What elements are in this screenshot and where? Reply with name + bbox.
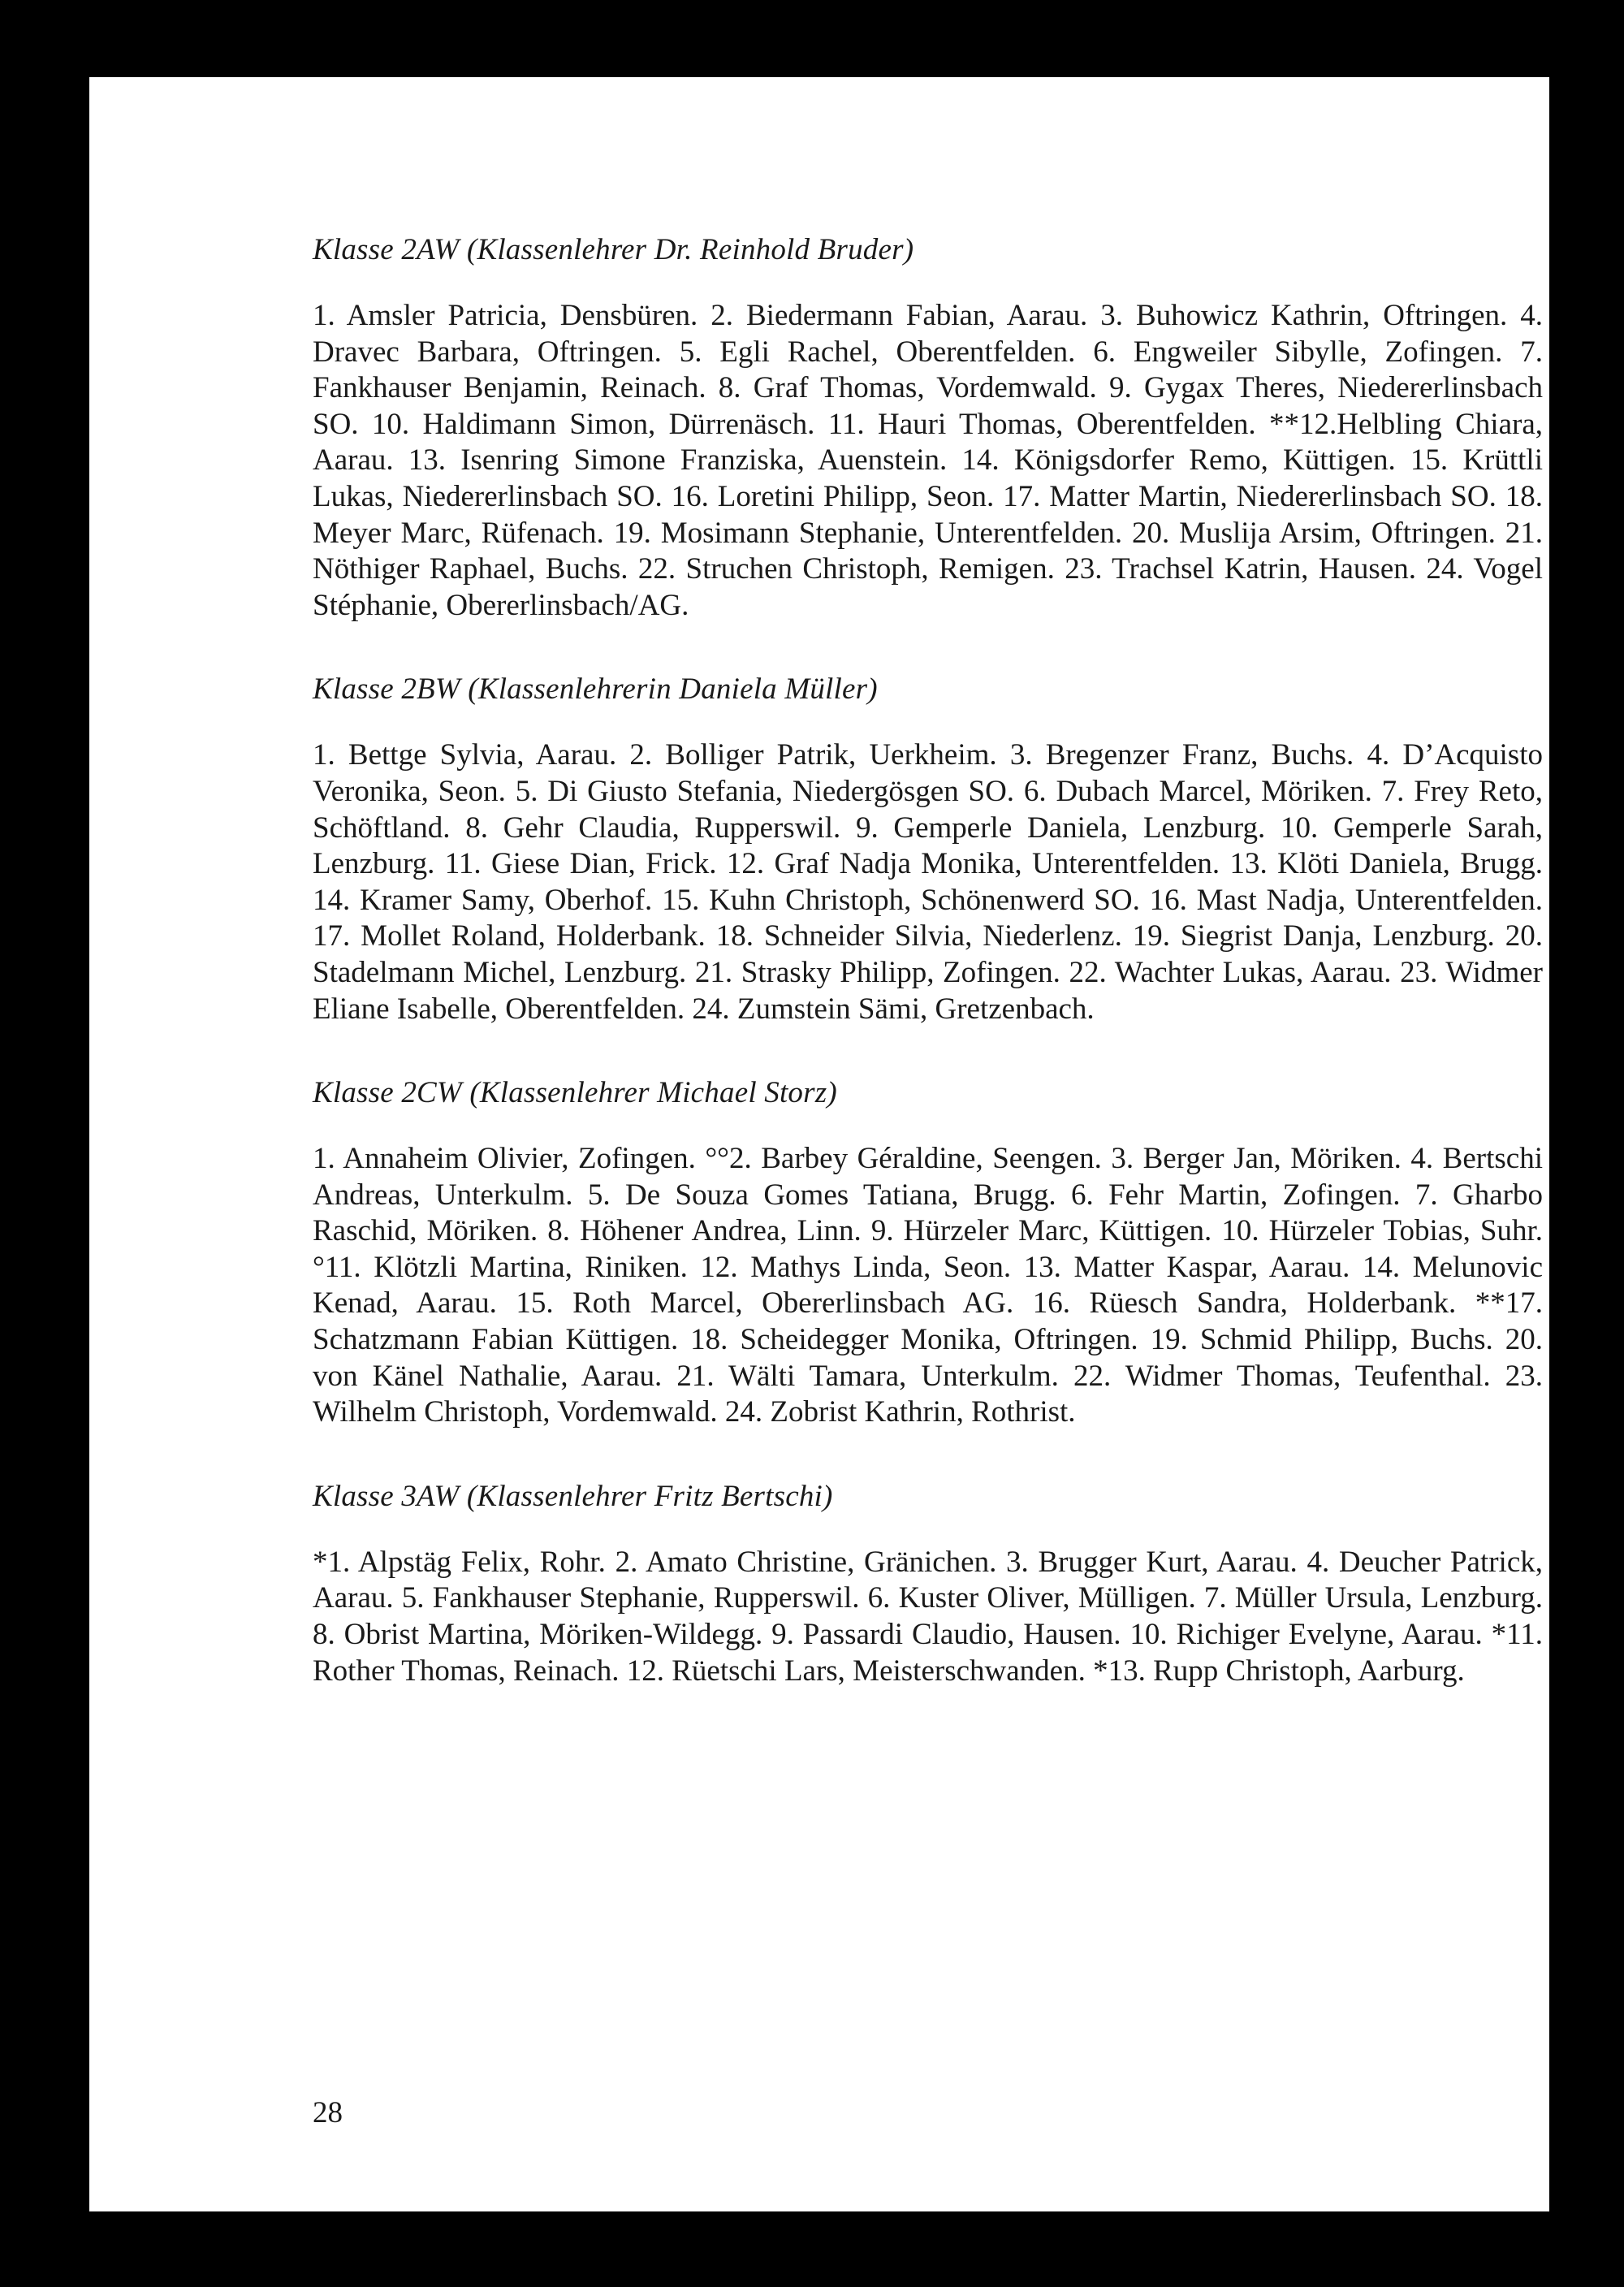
page-number: 28 bbox=[313, 2096, 343, 2129]
class-section-3aw bbox=[313, 1478, 1543, 1689]
class-section-2aw bbox=[313, 231, 1543, 624]
section-title: Klasse 3AW (Klassenlehrer Fritz Bertschi) bbox=[313, 1479, 833, 1513]
document-page bbox=[89, 77, 1549, 2211]
section-title: Klasse 2AW (Klassenlehrer Dr. Reinhold Bruder) bbox=[313, 233, 914, 266]
class-section-2bw bbox=[313, 671, 1543, 1027]
student-list: 1. Bettge Sylvia, Aarau. 2. Bolliger Patrik, Uerkheim. 3. Bregenzer Franz, Buchs. 4. D’Acquisto Veronika, Seon. 5. Di Giusto Stefania, Niedergösgen SO. 6. Dubach Marcel, Möriken. 7. Frey Reto, Schöftland. 8. Gehr Claudia, Rupperswil. 9. Gemperle Daniela, Lenzburg. 10. Gemperle Sarah, Lenzburg. 11. Giese Dian, Frick. 12. Graf Nadja Monika, Unterentfelden. 13. Klöti Daniela, Brugg. 14. Kramer Samy, Oberhof. 15. Kuhn Christoph, Schönenwerd SO. 16. Mast Nadja, Unterentfelden. 17. Mollet Roland, Holderbank. 18. Schneider Silvia, Niederlenz. 19. Siegrist Danja, Lenzburg. 20. Stadelmann Michel, Lenzburg. 21. Strasky Philipp, Zofingen. 22. Wachter Lukas, Aarau. 23. Widmer Eliane Isabelle, Oberentfelden. 24. Zumstein Sämi, Gretzenbach. bbox=[313, 738, 1543, 1026]
section-title: Klasse 2BW (Klassenlehrerin Daniela Müller) bbox=[313, 672, 878, 707]
section-title: Klasse 2CW (Klassenlehrer Michael Storz) bbox=[313, 1076, 837, 1110]
student-list: 1. Annaheim Olivier, Zofingen. °°2. Barbey Géraldine, Seengen. 3. Berger Jan, Möriken. 4. Bertschi Andreas, Unterkulm. 5. De Souza Gomes Tatiana, Brugg. 6. Fehr Martin, Zofingen. 7. Gharbo Raschid, Möriken. 8. Höhener Andrea, Linn. 9. Hürzeler Marc, Küttigen. 10. Hürzeler Tobias, Suhr. °11. Klötzli Martina, Riniken. 12. Mathys Linda, Seon. 13. Matter Kaspar, Aarau. 14. Melunovic Kenad, Aarau. 15. Roth Marcel, Obererlinsbach AG. 16. Rüesch Sandra, Holderbank. **17. Schatzmann Fabian Küttigen. 18. Scheidegger Monika, Oftringen. 19. Schmid Philipp, Buchs. 20. von Känel Nathalie, Aarau. 21. Wälti Tamara, Unterkulm. 22. Widmer Thomas, Teufenthal. 23. Wilhelm Christoph, Vordemwald. 24. Zobrist Kathrin, Rothrist. bbox=[313, 1142, 1543, 1429]
student-list: *1. Alpstäg Felix, Rohr. 2. Amato Christine, Gränichen. 3. Brugger Kurt, Aarau. 4. Deucher Patrick, Aarau. 5. Fankhauser Stephanie, Rupperswil. 6. Kuster Oliver, Mülligen. 7. Müller Ursula, Lenzburg. 8. Obrist Martina, Möriken-Wildegg. 9. Passardi Claudio, Hausen. 10. Richiger Evelyne, Aarau. *11. Rother Thomas, Reinach. 12. Rüetschi Lars, Meisterschwanden. *13. Rupp Christoph, Aarburg. bbox=[313, 1545, 1543, 1688]
class-section-2cw bbox=[313, 1074, 1543, 1431]
student-list: 1. Amsler Patricia, Densbüren. 2. Biedermann Fabian, Aarau. 3. Buhowicz Kathrin, Oftringen. 4. Dravec Barbara, Oftringen. 5. Egli Rachel, Oberentfelden. 6. Engweiler Sibylle, Zofingen. 7. Fankhauser Benjamin, Reinach. 8. Graf Thomas, Vordemwald. 9. Gygax Theres, Niedererlinsbach SO. 10. Haldimann Simon, Dürrenäsch. 11. Hauri Thomas, Oberentfelden. **12.Helbling Chiara, Aarau. 13. Isenring Simone Franziska, Auenstein. 14. Königsdorfer Remo, Küttigen. 15. Krüttli Lukas, Niedererlinsbach SO. 16. Loretini Philipp, Seon. 17. Matter Martin, Niedererlinsbach SO. 18. Meyer Marc, Rüfenach. 19. Mosimann Stephanie, Unterentfelden. 20. Muslija Arsim, Oftringen. 21. Nöthiger Raphael, Buchs. 22. Struchen Christoph, Remigen. 23. Trachsel Katrin, Hausen. 24. Vogel Stéphanie, Obererlinsbach/AG. bbox=[313, 299, 1543, 622]
page-content bbox=[313, 231, 1543, 1736]
